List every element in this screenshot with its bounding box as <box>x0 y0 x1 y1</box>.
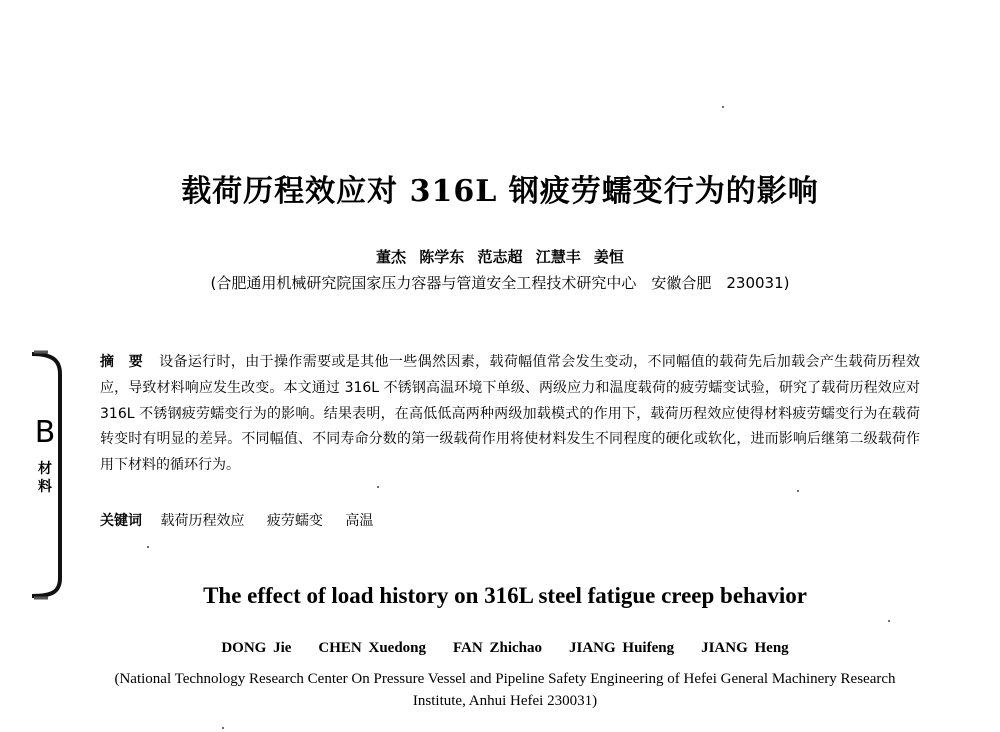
english-authors: DONG Jie CHEN Xuedong FAN Zhichao JIANG Huifeng JIANG Heng <box>221 640 789 656</box>
scan-speck <box>722 106 724 108</box>
keyword-item: 高温 <box>345 513 374 529</box>
section-letter: B <box>34 415 56 450</box>
keyword-item: 疲劳蠕变 <box>266 513 323 529</box>
scan-speck <box>147 546 149 548</box>
chinese-authors: 董杰 陈学东 范志超 江慧丰 姜恒 <box>376 248 624 266</box>
abstract-text: 设备运行时，由于操作需要或是其他一些偶然因素，载荷幅值常会发生变动，不同幅值的载荷先后加载会产生载荷历程效应，导致材料响应发生改变。本文通过 316L 不锈钢高温环境下单级、两级应力和温度载荷的疲劳蠕变试验，研究了载荷历程效应对 316L 不锈钢疲劳蠕变行为的影响。结果表明，在高低低高两种两级加载模式的作用下，载荷历程效应使得材料疲劳蠕变行为在载荷转变时有明显的差异。不同幅值、不同寿命分数的第一级载荷作用将使材料发生不同程度的硬化或软化，进而影响后继第二级载荷作用下材料的循环行为。 <box>100 354 920 474</box>
scan-speck <box>888 620 890 622</box>
chinese-affiliation: (合肥通用机械研究院国家压力容器与管道安全工程技术研究中心 安徽合肥 230031) <box>210 274 790 292</box>
english-title: The effect of load history on 316L steel fatigue creep behavior <box>203 583 807 608</box>
scan-speck <box>222 727 224 729</box>
section-word: 材料 <box>38 461 52 495</box>
abstract-label: 摘 要 <box>100 354 144 370</box>
abstract-block <box>100 350 920 479</box>
scan-speck <box>797 490 799 492</box>
keyword-item: 载荷历程效应 <box>160 513 245 529</box>
chinese-title: 载荷历程效应对 316L 钢疲劳蠕变行为的影响 <box>181 174 819 209</box>
keywords-label: 关键词 <box>100 513 142 529</box>
english-affiliation: (National Technology Research Center On Pressure Vessel and Pipeline Safety Engineering of Hefei General Machinery Research Institute, Anhui Hefei 230031) <box>114 671 896 709</box>
keywords-line <box>100 510 920 530</box>
scan-speck <box>377 486 379 488</box>
